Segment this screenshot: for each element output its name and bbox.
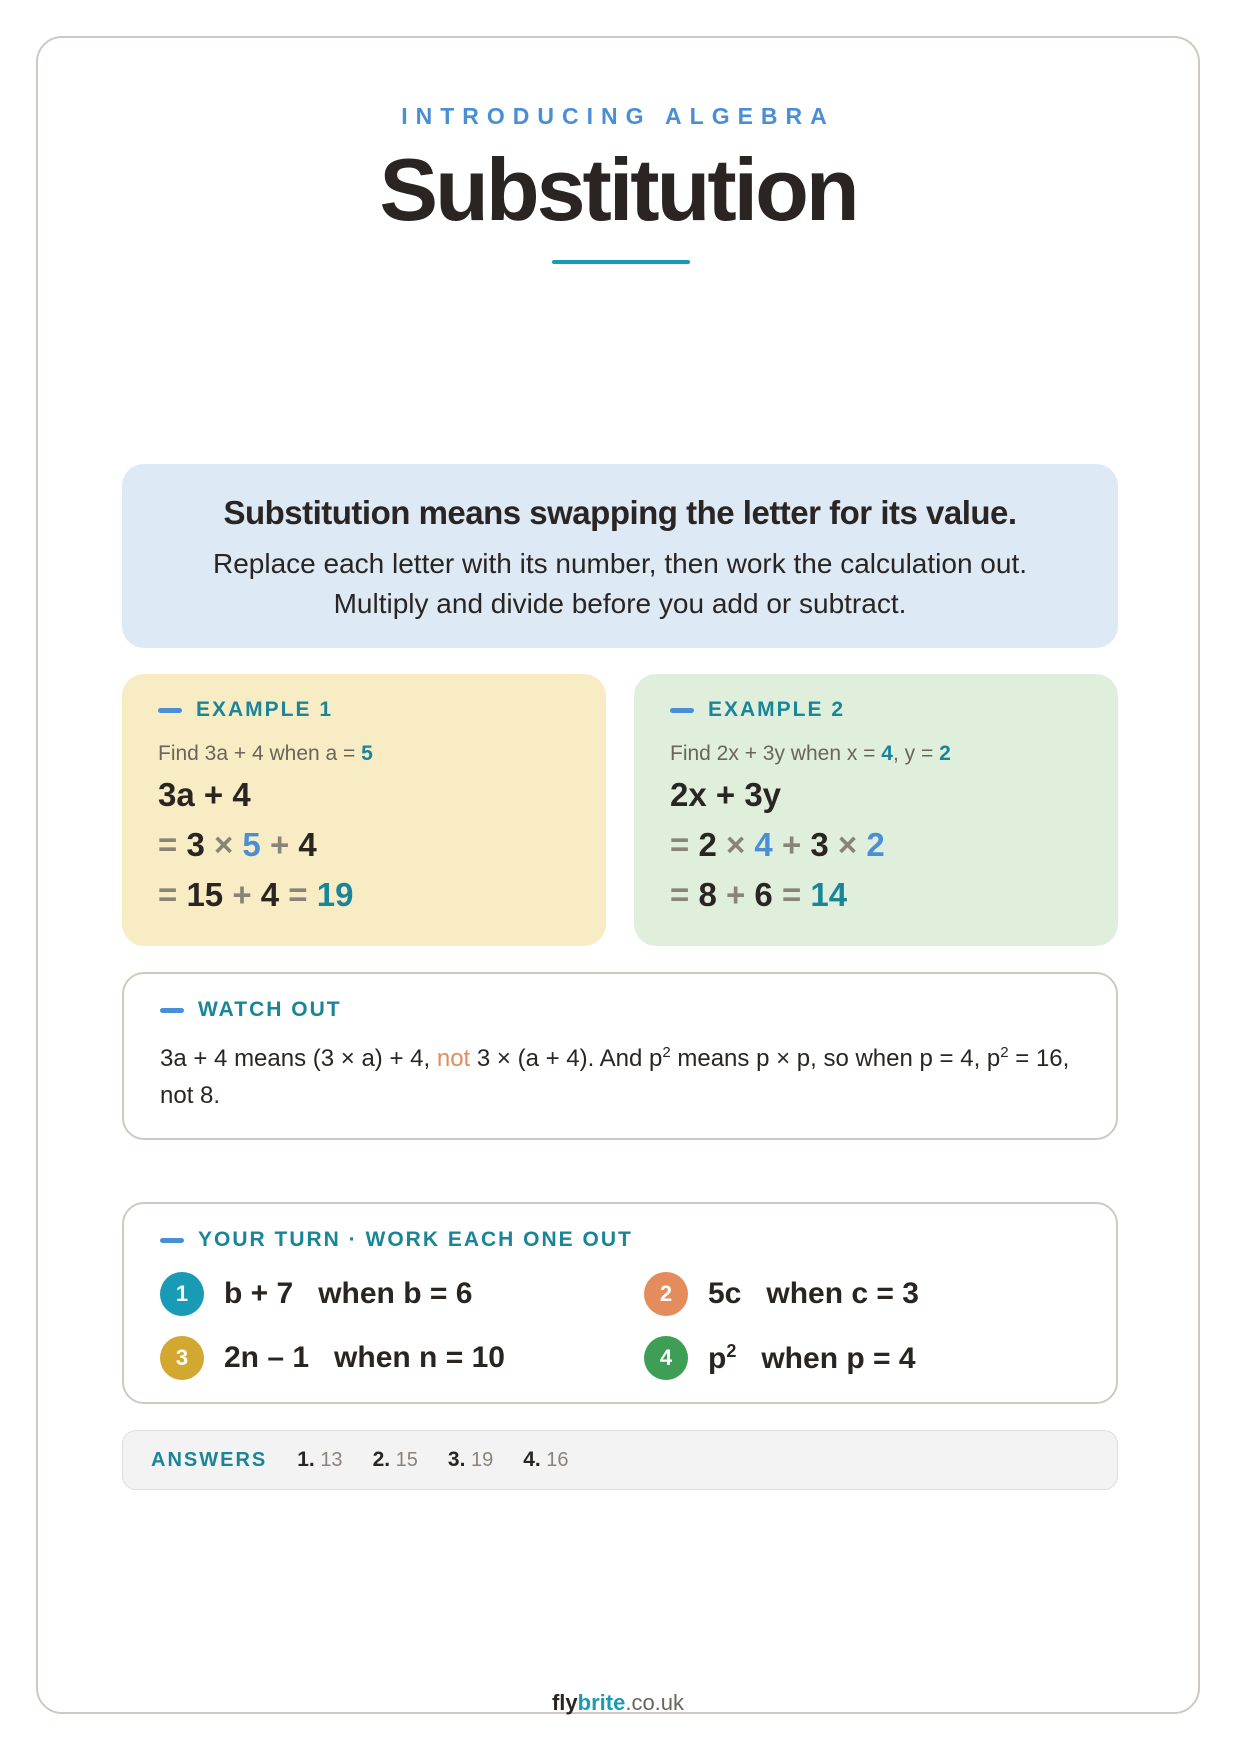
example-2-result: 14 — [810, 876, 848, 913]
example-2-label — [670, 698, 1082, 722]
equals-sign: = — [158, 876, 187, 913]
example-1-card — [122, 674, 606, 946]
page-title: Substitution — [379, 140, 857, 239]
question-text: 5c when c = 3 — [708, 1277, 919, 1310]
answers-label: ANSWERS — [151, 1448, 268, 1471]
watch-out-box — [122, 972, 1118, 1140]
operator: × — [204, 826, 243, 863]
question-number-badge: 2 — [644, 1272, 688, 1316]
example-1-label — [158, 698, 570, 722]
example-2-x-value: 4 — [881, 742, 893, 765]
term: 3 — [186, 826, 205, 863]
your-turn-box — [122, 1202, 1118, 1404]
operator: = — [279, 876, 317, 913]
superscript: 2 — [662, 1044, 671, 1061]
watch-out-text — [160, 1034, 1080, 1114]
question-text — [708, 1341, 916, 1376]
operator: + — [223, 876, 261, 913]
term: 3 — [810, 826, 829, 863]
example-2-question — [670, 742, 1082, 766]
operator: × — [828, 826, 867, 863]
answer-value: 13 — [320, 1449, 343, 1471]
answer-item — [448, 1448, 493, 1472]
watch-text-part: means p × p, so when p = 4, p — [670, 1045, 1001, 1072]
equals-sign: = — [158, 826, 187, 863]
title-underline — [552, 260, 690, 264]
term: 8 — [698, 876, 717, 913]
operator: + — [716, 876, 755, 913]
example-1-result: 19 — [316, 876, 354, 913]
question-4 — [644, 1336, 916, 1380]
dash-icon — [160, 1008, 184, 1013]
dash-icon — [160, 1238, 184, 1243]
brand-domain: .co.uk — [625, 1690, 685, 1715]
example-2-y-value: 2 — [939, 742, 951, 765]
term: 4 — [298, 826, 317, 863]
superscript: 2 — [726, 1340, 737, 1361]
example-1-question — [158, 742, 570, 766]
watch-out-label — [160, 998, 1080, 1022]
answer-value: 19 — [470, 1449, 494, 1471]
question-rest: when p = 4 — [736, 1341, 916, 1375]
question-number-badge: 4 — [644, 1336, 688, 1380]
answer-value: 15 — [395, 1449, 418, 1471]
operator: + — [772, 826, 811, 863]
example-1-line-2 — [158, 826, 570, 864]
example-1-value: 5 — [361, 742, 373, 765]
example-2-line-2 — [670, 826, 1082, 864]
example-2-line-1: 2x + 3y — [670, 776, 782, 813]
question-3 — [160, 1336, 505, 1380]
example-1-line-1: 3a + 4 — [158, 776, 251, 813]
answer-number: 4. — [523, 1448, 541, 1471]
dash-icon — [158, 708, 182, 713]
superscript: 2 — [1000, 1044, 1009, 1061]
example-2-question-mid: , y = — [892, 742, 940, 765]
example-1-label-text: EXAMPLE 1 — [196, 698, 334, 721]
intro-box — [122, 464, 1118, 648]
intro-body: Replace each letter with its number, then work the calculation out. Multiply and divide before you add or subtract. — [213, 548, 1027, 619]
intro-heading: Substitution means swapping the letter for its value. — [223, 494, 1017, 531]
substituted-value: 2 — [866, 826, 885, 863]
your-turn-label-text: YOUR TURN · WORK EACH ONE OUT — [198, 1228, 633, 1251]
equals-sign: = — [670, 826, 699, 863]
question-base: p — [708, 1341, 727, 1375]
answer-number: 3. — [447, 1448, 466, 1471]
watch-text-part: 3a + 4 means (3 × a) + 4, — [160, 1045, 437, 1072]
question-1 — [160, 1272, 472, 1316]
term: 2 — [698, 826, 717, 863]
term: 4 — [260, 876, 280, 913]
example-2-question-text: Find 2x + 3y when x = — [670, 742, 882, 765]
answer-item — [523, 1448, 568, 1472]
example-2-label-text: EXAMPLE 2 — [708, 698, 846, 721]
operator: × — [716, 826, 755, 863]
example-2-card — [634, 674, 1118, 946]
answer-item — [297, 1448, 342, 1472]
example-1-line-3 — [158, 876, 570, 914]
question-text: 2n – 1 when n = 10 — [224, 1341, 505, 1374]
your-turn-label — [160, 1228, 1080, 1252]
watch-out-label-text: WATCH OUT — [198, 998, 342, 1021]
question-2 — [644, 1272, 919, 1316]
answer-item — [373, 1448, 418, 1472]
example-1-question-text: Find 3a + 4 when a = — [158, 742, 362, 765]
question-number-badge: 3 — [160, 1336, 204, 1380]
answer-number: 2. — [372, 1448, 391, 1471]
term: 6 — [754, 876, 773, 913]
brand-part: brite — [577, 1690, 626, 1715]
operator: + — [260, 826, 299, 863]
answer-value: 16 — [546, 1449, 569, 1471]
dash-icon — [670, 708, 694, 713]
term: 15 — [186, 876, 224, 913]
substituted-value: 4 — [754, 826, 773, 863]
operator: = — [772, 876, 811, 913]
worksheet-frame — [36, 36, 1200, 1714]
equals-sign: = — [670, 876, 699, 913]
question-text: b + 7 when b = 6 — [224, 1277, 473, 1310]
not-emphasis: not — [436, 1045, 471, 1072]
substituted-value: 5 — [242, 826, 261, 863]
watch-text-part: 3 × (a + 4). And p — [470, 1045, 663, 1072]
kicker: INTRODUCING ALGEBRA — [401, 103, 835, 129]
answers-bar — [122, 1430, 1118, 1490]
brand-part: fly — [551, 1690, 578, 1715]
answer-number: 1. — [297, 1448, 315, 1471]
question-number-badge: 1 — [160, 1272, 204, 1316]
example-2-line-3 — [670, 876, 1082, 914]
watch-text-part: = 16, not 8. — [160, 1045, 1070, 1109]
footer-brand — [38, 1690, 1198, 1716]
